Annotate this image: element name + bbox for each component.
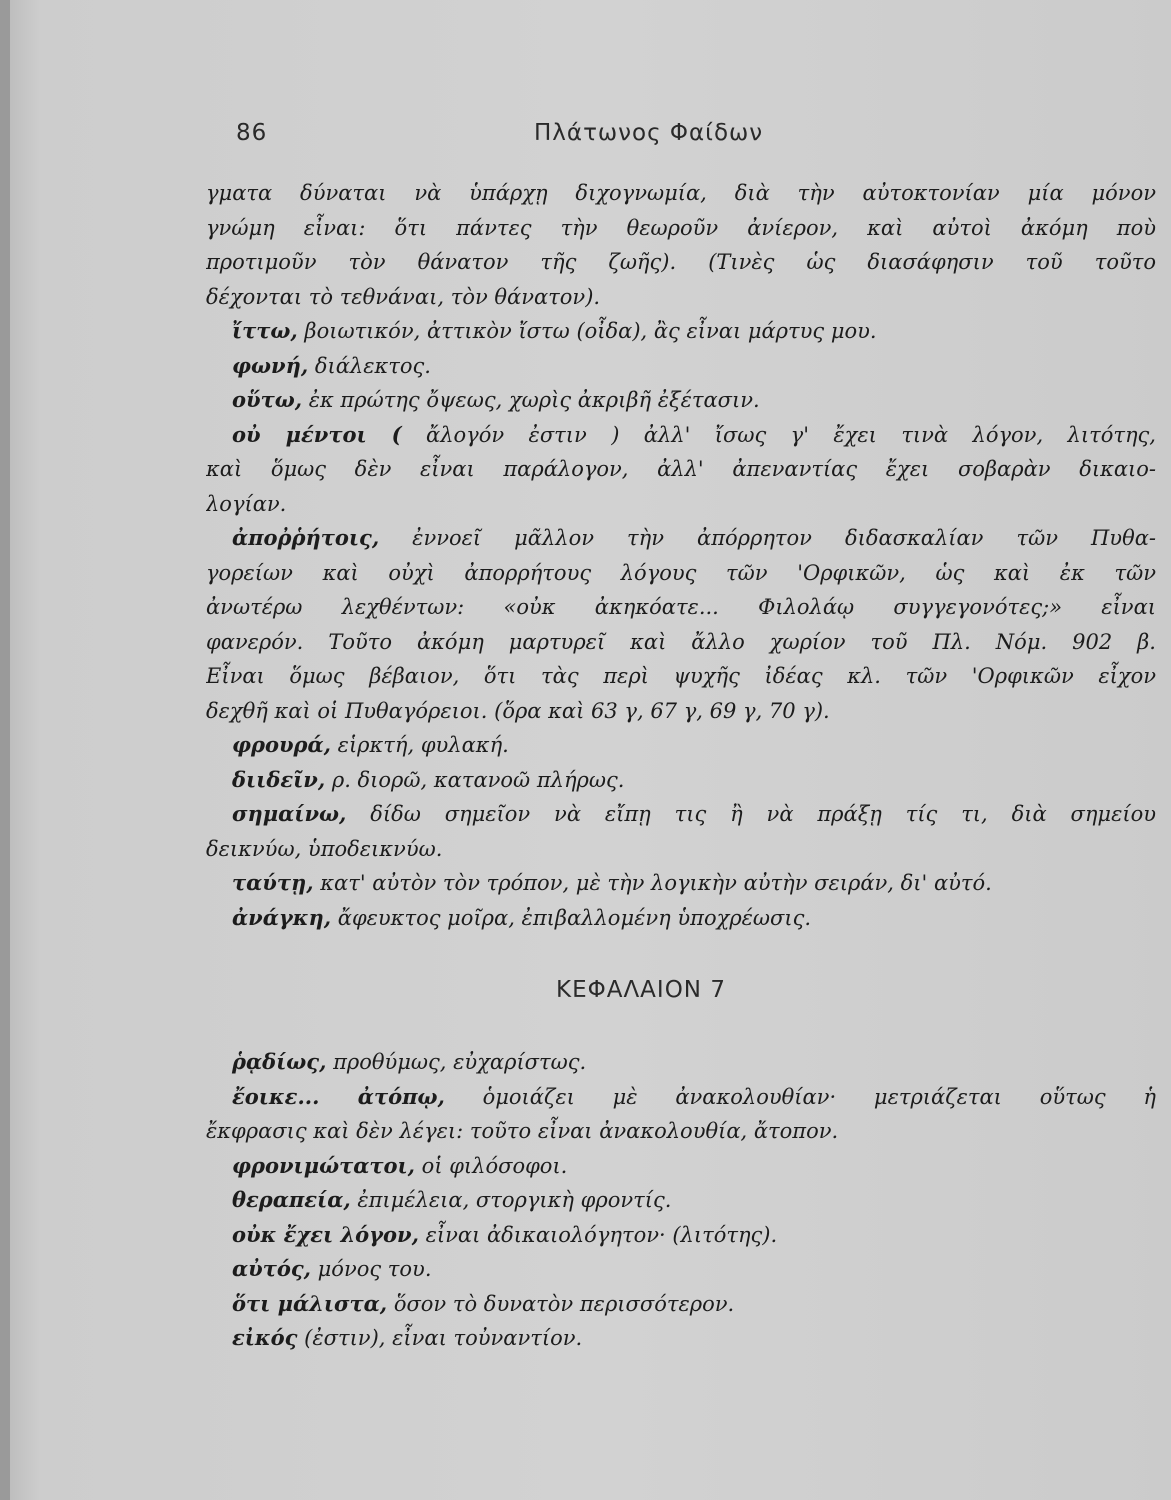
page-edge-shadow [0, 0, 10, 1500]
entry-term: φρονιμώτατοι, [232, 1152, 415, 1178]
glossary-entry [206, 1287, 1156, 1322]
entry-line [206, 521, 1156, 556]
entry-line [206, 763, 1156, 798]
entry-term: εἰκός [232, 1325, 298, 1350]
entry-continuation-line: ἀνωτέρω λεχθέντων: «οὐκ ἀκηκόατε... Φιλολάῳ συγγεγονότες;» εἶναι [206, 595, 1156, 619]
entry-line [206, 314, 1156, 349]
commentary-block-ch6 [206, 176, 1156, 935]
entry-line [206, 1287, 1156, 1322]
entry-continuation-line: φανερόν. Τοῦτο ἀκόμη μαρτυρεῖ καὶ ἄλλο χωρίον τοῦ Πλ. Νόμ. 902 β. [206, 629, 1156, 654]
entry-line [206, 1252, 1156, 1287]
entry-line [206, 418, 1156, 453]
text-line: δέχονται τὸ τεθνάναι, τὸν θάνατον). [206, 284, 601, 309]
entry-term: οὐ μέντοι ( [232, 421, 402, 447]
entry-gloss: ἐννοεῖ μᾶλλον τὴν ἀπόρρητον διδασκαλίαν τῶν Πυθα- [412, 526, 1156, 550]
entry-line [206, 1149, 1156, 1184]
glossary-entry [206, 418, 1156, 522]
entry-continuation-line: δεικνύω, ὑποδεικνύω. [206, 836, 443, 861]
entry-term: φρουρά, [232, 732, 331, 757]
text-line: προτιμοῦν τὸν θάνατον τῆς ζωῆς). (Τινὲς ὡς διασάφησιν τοῦ τοῦτο [206, 250, 1156, 274]
text-line: γνώμη εἶναι: ὅτι πάντες τὴν θεωροῦν ἀνίερον, καὶ αὐτοὶ ἀκόμη ποὺ [206, 215, 1156, 240]
entry-term: ἀνάγκη, [232, 904, 332, 930]
glossary-entry [206, 866, 1156, 901]
entry-gloss: ἄλογόν ἐστιν ) ἀλλ' ἴσως γ' ἔχει τινὰ λόγον, λιτότης, [426, 422, 1156, 447]
entry-term: ἔοικε... ἀτόπῳ, [232, 1083, 445, 1109]
entry-continuation-line: Εἶναι ὅμως βέβαιον, ὅτι τὰς περὶ ψυχῆς ἰδέας κλ. τῶν 'Ορφικῶν εἶχον [206, 664, 1156, 688]
running-title: Πλάτωνος Φαίδων [534, 120, 764, 146]
entry-gloss: ἐπιμέλεια, στοργικὴ φροντίς. [357, 1188, 672, 1212]
glossary-entry [206, 1080, 1156, 1149]
entry-term: θεραπεία, [232, 1187, 351, 1212]
entry-term: σημαίνω, [232, 801, 347, 826]
entry-line [206, 383, 1156, 418]
entry-term: ἴττω, [232, 318, 298, 343]
entry-continuation-line: ἔκφρασις καὶ δὲν λέγει: τοῦτο εἶναι ἀνακολουθία, ἄτοπον. [206, 1119, 839, 1143]
entry-gloss: οἱ φιλόσοφοι. [421, 1153, 568, 1178]
glossary-entry [206, 901, 1156, 936]
entry-gloss: διάλεκτος. [314, 353, 431, 378]
glossary-entry [206, 728, 1156, 763]
entry-line [206, 901, 1156, 936]
page-number: 86 [236, 120, 268, 146]
glossary-entry [206, 521, 1156, 728]
page-body [206, 176, 1156, 1356]
page-header [236, 120, 1171, 160]
entry-continuation-line: γορείων καὶ οὐχὶ ἀπορρήτους λόγους τῶν 'Ορφικῶν, ὡς καὶ ἐκ τῶν [206, 560, 1156, 585]
glossary-entry [206, 1218, 1156, 1253]
chapter-heading: ΚΕΦΑΛΑΙΟΝ 7 [556, 977, 726, 1003]
entry-gloss: (ἐστιν), εἶναι τοὐναντίον. [304, 1326, 583, 1350]
entry-gloss: ἐκ πρώτης ὄψεως, χωρὶς ἀκριβῆ ἐξέτασιν. [308, 388, 760, 412]
glossary-entry [206, 763, 1156, 798]
entry-line [206, 1045, 1156, 1080]
commentary-block-ch7 [206, 1045, 1156, 1356]
entry-gloss: ρ. διορῶ, κατανοῶ πλήρως. [331, 767, 625, 792]
glossary-entry [206, 1149, 1156, 1184]
entry-gloss: εἱρκτή, φυλακή. [337, 733, 509, 757]
entry-continuation-line: δεχθῆ καὶ οἱ Πυθαγόρειοι. (ὅρα καὶ 63 γ, 67 γ, 69 γ, 70 γ). [206, 698, 830, 723]
entry-gloss: μόνος του. [317, 1257, 432, 1281]
entry-gloss: εἶναι ἀδικαιολόγητον· (λιτότης). [425, 1222, 778, 1247]
entry-term: ῥᾳδίως, [232, 1049, 327, 1074]
entry-term: οὐκ ἔχει λόγον, [232, 1221, 419, 1247]
entry-continuation-line: καὶ ὅμως δὲν εἶναι παράλογον, ἀλλ' ἀπεναντίας ἔχει σοβαρὰν δικαιο- [206, 457, 1156, 481]
entry-term: διιδεῖν, [232, 766, 326, 792]
entry-term: οὕτω, [232, 387, 303, 412]
entry-line [206, 1183, 1156, 1218]
entry-line [206, 797, 1156, 832]
text-line: γματα δύναται νὰ ὑπάρχῃ διχογνωμία, διὰ τὴν αὐτοκτονίαν μία μόνον [206, 181, 1156, 205]
entry-line [206, 1080, 1156, 1115]
glossary-entry [206, 383, 1156, 418]
entry-term: ὅτι μάλιστα, [232, 1290, 388, 1316]
entry-line [206, 866, 1156, 901]
glossary-entry [206, 314, 1156, 349]
glossary-entry [206, 1183, 1156, 1218]
entry-term: ἀποῤῥήτοις, [232, 525, 380, 550]
entry-line [206, 1321, 1156, 1356]
entry-term: φωνή, [232, 352, 309, 378]
glossary-entry [206, 1045, 1156, 1080]
entry-gloss: ἄφευκτος μοῖρα, ἐπιβαλλομένη ὑποχρέωσις. [337, 905, 812, 930]
glossary-entry [206, 797, 1156, 866]
entry-term: αὐτός, [232, 1256, 311, 1281]
entry-term: ταύτῃ, [232, 870, 314, 895]
entry-gloss: δίδω σημεῖον νὰ εἴπῃ τις ἢ νὰ πράξῃ τίς τι, διὰ σημείου [370, 802, 1156, 826]
glossary-entry [206, 1321, 1156, 1356]
entry-gloss: ὁμοιάζει μὲ ἀνακολουθίαν· μετριάζεται οὕτως ἡ [482, 1084, 1156, 1109]
glossary-entry [206, 349, 1156, 384]
entry-gloss: ὅσον τὸ δυνατὸν περισσότερον. [393, 1291, 735, 1316]
entry-gloss: βοιωτικόν, ἀττικὸν ἴστω (οἶδα), ἂς εἶναι μάρτυς μου. [304, 319, 877, 343]
entry-line [206, 1218, 1156, 1253]
entry-line [206, 349, 1156, 384]
entry-line [206, 728, 1156, 763]
entry-gloss: προθύμως, εὐχαρίστως. [333, 1050, 587, 1074]
entry-continuation-line: λογίαν. [206, 491, 287, 516]
glossary-entry [206, 1252, 1156, 1287]
entry-gloss: κατ' αὐτὸν τὸν τρόπον, μὲ τὴν λογικὴν αὐτὴν σειράν, δι' αὐτό. [320, 871, 992, 895]
